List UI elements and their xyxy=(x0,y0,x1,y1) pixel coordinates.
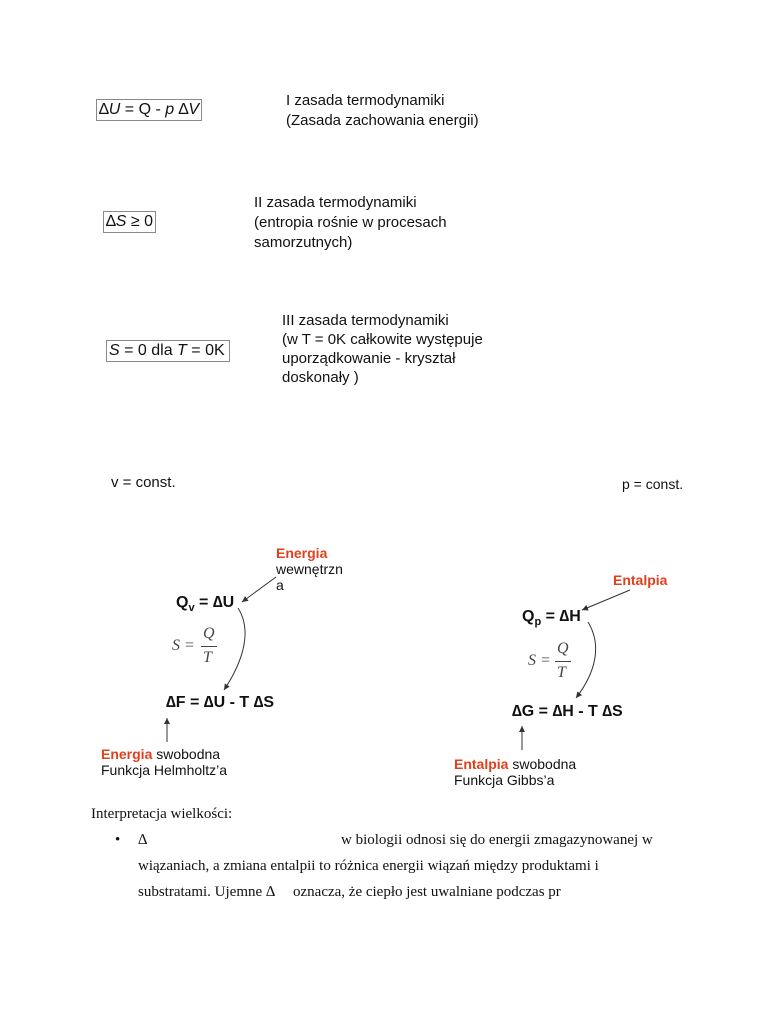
frac-lhs: S = xyxy=(172,637,195,654)
bullet-marker: • xyxy=(115,832,121,848)
left-top-equation xyxy=(176,594,234,614)
law2-title: II zasada termodynamiki xyxy=(254,194,417,211)
formula-text: ≥ 0 xyxy=(126,213,154,230)
frac-lhs: S = xyxy=(528,652,551,669)
label-line: wewnętrzn xyxy=(276,561,343,577)
paragraph-line-3-start: substratami. Ujemne ∆ xyxy=(138,884,276,900)
law1-title: I zasada termodynamiki xyxy=(286,92,445,109)
right-top-equation xyxy=(522,608,581,628)
condition-constant-volume: v = const. xyxy=(111,474,176,491)
frac-line xyxy=(201,646,217,647)
formula-text: = 0 dla xyxy=(119,342,178,359)
law3-line: (w T = 0K całkowite występuje xyxy=(282,331,483,348)
eq-subscript: v xyxy=(188,602,195,615)
frac-numerator: Q xyxy=(557,640,569,657)
left-entropy-fraction xyxy=(172,625,232,669)
right-bottom-equation: ∆G = ∆H - T ∆S xyxy=(512,703,623,720)
right-entropy-fraction xyxy=(528,640,588,684)
left-top-label xyxy=(276,545,343,593)
eq-rhs: = ∆H xyxy=(541,608,581,625)
paragraph-line-1: w biologii odnosi się do energii zmagazynowanej w xyxy=(341,832,653,848)
law3-title: III zasada termodynamiki xyxy=(282,312,449,329)
label-entalpia: Entalpia xyxy=(613,572,668,588)
label-function-name: Funkcja Helmholtz’a xyxy=(101,762,228,778)
law2-line: (entropia rośnie w procesach xyxy=(254,214,447,231)
frac-line xyxy=(555,661,571,662)
formula-text: ∆ xyxy=(174,101,189,118)
right-top-arrow xyxy=(582,590,630,610)
formula-var: S xyxy=(115,213,127,230)
formula-var: p xyxy=(165,101,175,118)
label-rest: swobodna xyxy=(508,756,577,772)
condition-constant-pressure: p = const. xyxy=(622,476,684,492)
right-bottom-label xyxy=(454,756,576,788)
formula-var: S xyxy=(109,342,120,359)
left-bottom-label xyxy=(101,746,227,778)
eq-lhs: Q xyxy=(176,594,189,611)
frac-numerator: Q xyxy=(203,625,215,642)
label-energia: Energia xyxy=(276,545,328,561)
frac-denominator: T xyxy=(203,649,212,666)
law2-line: samorzutnych) xyxy=(254,234,353,251)
eq-rhs: = ∆U xyxy=(194,594,235,611)
delta-symbol: ∆ xyxy=(106,213,116,230)
formula-text: = 0K xyxy=(186,342,225,359)
right-top-label xyxy=(613,572,667,588)
eq-lhs: Q xyxy=(522,608,535,625)
section-heading: Interpretacja wielkości: xyxy=(91,806,233,822)
formula-var: V xyxy=(188,101,200,118)
law3-line: doskonały ) xyxy=(282,369,359,386)
frac-denominator: T xyxy=(557,664,566,681)
formula-text: = Q - xyxy=(120,101,166,118)
delta-symbol: ∆ xyxy=(99,101,109,118)
label-rest: swobodna xyxy=(152,746,221,762)
label-function-name: Funkcja Gibbs’a xyxy=(454,772,555,788)
label-line: a xyxy=(276,577,284,593)
eq-subscript: p xyxy=(534,616,542,629)
left-top-arrow xyxy=(242,577,276,602)
law3-line: uporządkowanie - kryształ xyxy=(282,350,456,367)
label-entalpia: Entalpia xyxy=(454,756,509,772)
paragraph-line-1-start: ∆ xyxy=(138,832,148,848)
label-energia: Energia xyxy=(101,746,153,762)
formula-var: T xyxy=(177,342,187,359)
paragraph-line-3: oznacza, że ciepło jest uwalniane podczas pr xyxy=(293,884,561,900)
law1-subtitle: (Zasada zachowania energii) xyxy=(286,112,479,129)
paragraph-line-2: wiązaniach, a zmiana entalpii to różnica energii wiązań między produktami i xyxy=(138,858,599,874)
formula-var: U xyxy=(108,101,121,118)
left-bottom-equation: ∆F = ∆U - T ∆S xyxy=(166,694,275,711)
